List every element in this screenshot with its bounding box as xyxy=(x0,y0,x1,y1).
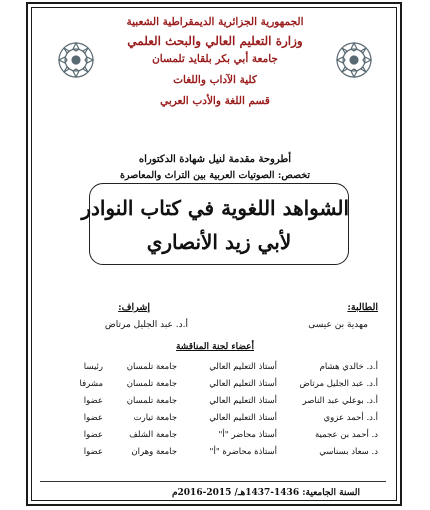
member-rank: أستاذة محاضرة "أ" xyxy=(209,447,277,457)
member-role: عضوا xyxy=(83,396,103,406)
member-university: جامعة وهران xyxy=(131,447,177,457)
student-name: مهدية بن عيسى xyxy=(308,320,368,330)
member-university: جامعة تلمسان xyxy=(126,362,177,372)
member-rank: أستاذ التعليم العالي xyxy=(209,413,277,423)
committee-heading: أعضاء لجنة المناقشة xyxy=(175,342,255,352)
member-university: جامعة تيارت xyxy=(133,413,177,423)
thesis-degree: أطروحة مقدمة لنيل شهادة الدكتوراه xyxy=(138,154,292,165)
thesis-title-line1: الشواهد اللغوية في كتاب النوادر xyxy=(81,196,349,220)
member-role: عضوا xyxy=(83,430,103,440)
member-university: جامعة تلمسان xyxy=(126,396,177,406)
member-name: د. أحمد بن عجمية xyxy=(314,430,378,440)
member-rank: أستاذ التعليم العالي xyxy=(209,362,277,372)
header-faculty: كلية الآداب واللغات xyxy=(173,74,257,86)
member-rank: أستاذ محاضر "أ" xyxy=(218,430,277,440)
member-role: مشرفا xyxy=(79,379,103,389)
member-rank: أستاذ التعليم العالي xyxy=(209,396,277,406)
header-university: جامعة أبي بكر بلقايد تلمسان xyxy=(152,53,278,65)
supervisor-name: أ.د. عبد الجليل مرتاض xyxy=(104,320,188,330)
member-name: أ.د. خالدي هشام xyxy=(319,362,378,372)
member-name: أ.د. أحمد عزوي xyxy=(323,413,378,423)
member-name: أ.د. بوعلي عبد الناصر xyxy=(302,396,378,406)
member-name: د. سعاد بسناسي xyxy=(319,447,378,457)
university-emblem-right-icon xyxy=(334,40,374,80)
member-university: جامعة الشلف xyxy=(129,430,177,440)
member-name: أ.د. عبد الجليل مرتاض xyxy=(299,379,378,389)
thesis-specialty: تخصص: الصوتيات العربية بين التراث والمعاصرة xyxy=(119,170,311,181)
student-label: الطالبة: xyxy=(347,302,378,313)
member-rank: أستاذ التعليم العالي xyxy=(209,379,277,389)
header-ministry: وزارة التعليم العالي والبحث العلمي xyxy=(127,34,303,48)
thesis-title-line2: لأبي زيد الأنصاري xyxy=(146,230,292,254)
member-university: جامعة تلمسان xyxy=(126,379,177,389)
footer-divider xyxy=(40,481,386,482)
university-emblem-left-icon xyxy=(56,40,96,80)
header-department: قسم اللغة والأدب العربي xyxy=(160,95,270,107)
academic-year: السنة الجامعية: 1436-1437هـ/ 2015-2016م xyxy=(171,488,360,498)
header-republic: الجمهورية الجزائرية الديمقراطية الشعبية xyxy=(126,16,304,28)
member-role: عضوا xyxy=(83,447,103,457)
supervisor-label: إشراف: xyxy=(118,302,150,313)
member-role: رئيسا xyxy=(83,362,103,372)
member-role: عضوا xyxy=(83,413,103,423)
